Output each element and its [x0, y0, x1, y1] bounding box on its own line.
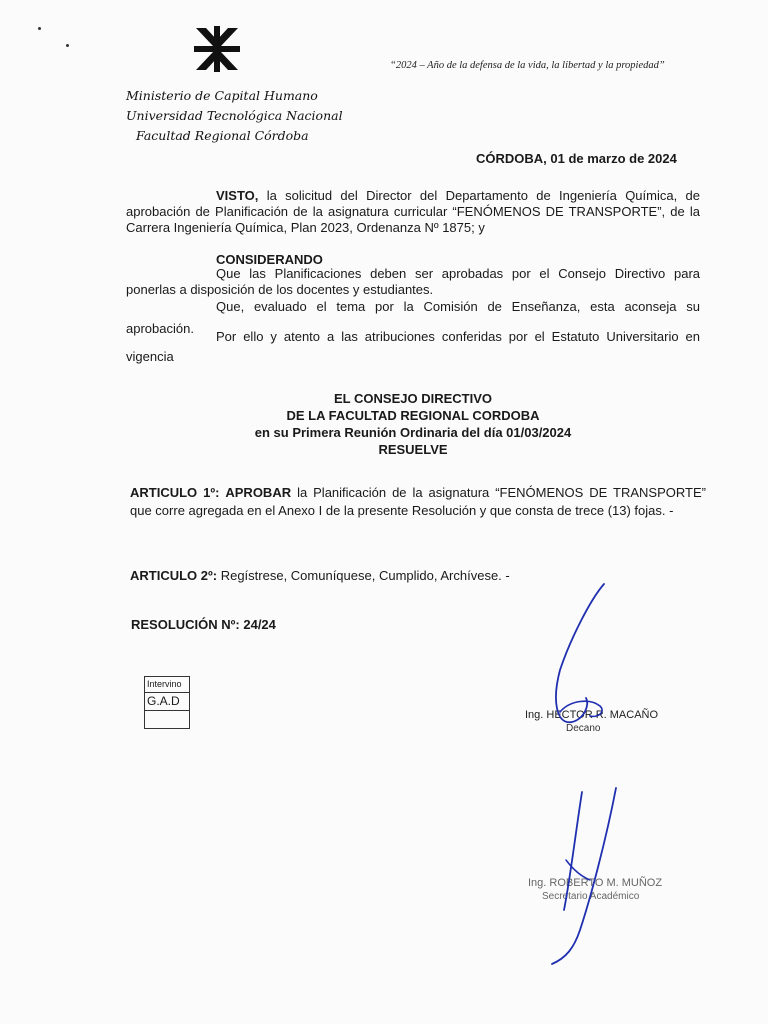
intervino-stamp: [144, 676, 190, 729]
letterhead-ministry: Ministerio de Capital Humano: [126, 88, 318, 103]
consejo-line4: RESUELVE: [378, 442, 448, 457]
resolution-number: RESOLUCIÓN Nº: 24/24: [131, 617, 276, 632]
visto-paragraph: [126, 188, 700, 236]
signature-dean-name: Ing. HECTOR R. MACAÑO: [525, 709, 659, 721]
articulo-2-label: ARTICULO 2º:: [130, 568, 218, 583]
signature-secretary-name: Ing. ROBERTO M. MUÑOZ: [528, 877, 663, 889]
stamp-empty-row: [145, 711, 189, 728]
letterhead-faculty: Facultad Regional Córdoba: [136, 128, 309, 143]
signature-secretary-role: Secretario Académico: [542, 891, 640, 902]
visto-text: la solicitud del Director del Departamento de Ingeniería Química, de aprobación de Planificación de la asignatura curricular “FENÓMENOS DE TRANSPORTE”, de la Carrera Ingeniería Química, Plan 2023, Ordenanza Nº 1875; y: [126, 188, 700, 235]
considerando-p3: [126, 327, 700, 367]
letterhead-university: Universidad Tecnológica Nacional: [126, 108, 343, 123]
considerando-p1-text: Que las Planificaciones deben ser aprobadas por el Consejo Directivo para ponerlas a disposición de los docentes y estudiantes.: [126, 266, 700, 297]
considerando-heading: CONSIDERANDO: [216, 252, 323, 267]
articulo-2-text: Regístrese, Comuníquese, Cumplido, Archívese. -: [220, 568, 510, 583]
utn-logo: [194, 26, 240, 72]
considerando-p3-text: Por ello y atento a las atribuciones conferidas por el Estatuto Universitario en vigencia: [126, 329, 700, 364]
stamp-header: Intervino: [145, 677, 189, 693]
articulo-1: [130, 484, 706, 520]
articulo-1-text: la Planificación de la asignatura “FENÓMENOS DE TRANSPORTE” que corre agregada en el Anexo I de la presente Resolución y que consta de trece (13) fojas. -: [130, 485, 706, 518]
stamp-value: G.A.D: [145, 693, 189, 711]
articulo-1-label: ARTICULO 1º:: [130, 485, 220, 500]
year-motto: “2024 – Año de la defensa de la vida, la libertad y la propiedad”: [390, 60, 665, 71]
consejo-line1: EL CONSEJO DIRECTIVO: [334, 391, 492, 406]
document-date: CÓRDOBA, 01 de marzo de 2024: [476, 151, 677, 166]
considerando-p1: [126, 266, 700, 298]
scan-mark-dot1: [38, 27, 41, 30]
articulo-2: [130, 567, 706, 585]
dean-signature-stroke: [556, 584, 604, 722]
scan-mark-dot2: [66, 44, 69, 47]
letterhead: [126, 86, 343, 146]
articulo-1-verb: APROBAR: [225, 485, 292, 500]
consejo-line2: DE LA FACULTAD REGIONAL CORDOBA: [286, 408, 540, 423]
consejo-block: [126, 390, 700, 458]
secretary-signature-stroke2: [552, 788, 616, 964]
consejo-line3: en su Primera Reunión Ordinaria del día 01/03/2024: [254, 425, 572, 440]
signature-dean-role: Decano: [566, 723, 601, 734]
visto-label: VISTO,: [216, 188, 259, 203]
considerando-p2-text: Que, evaluado el tema por la Comisión de Enseñanza, esta aconseja su aprobación.: [126, 299, 700, 336]
